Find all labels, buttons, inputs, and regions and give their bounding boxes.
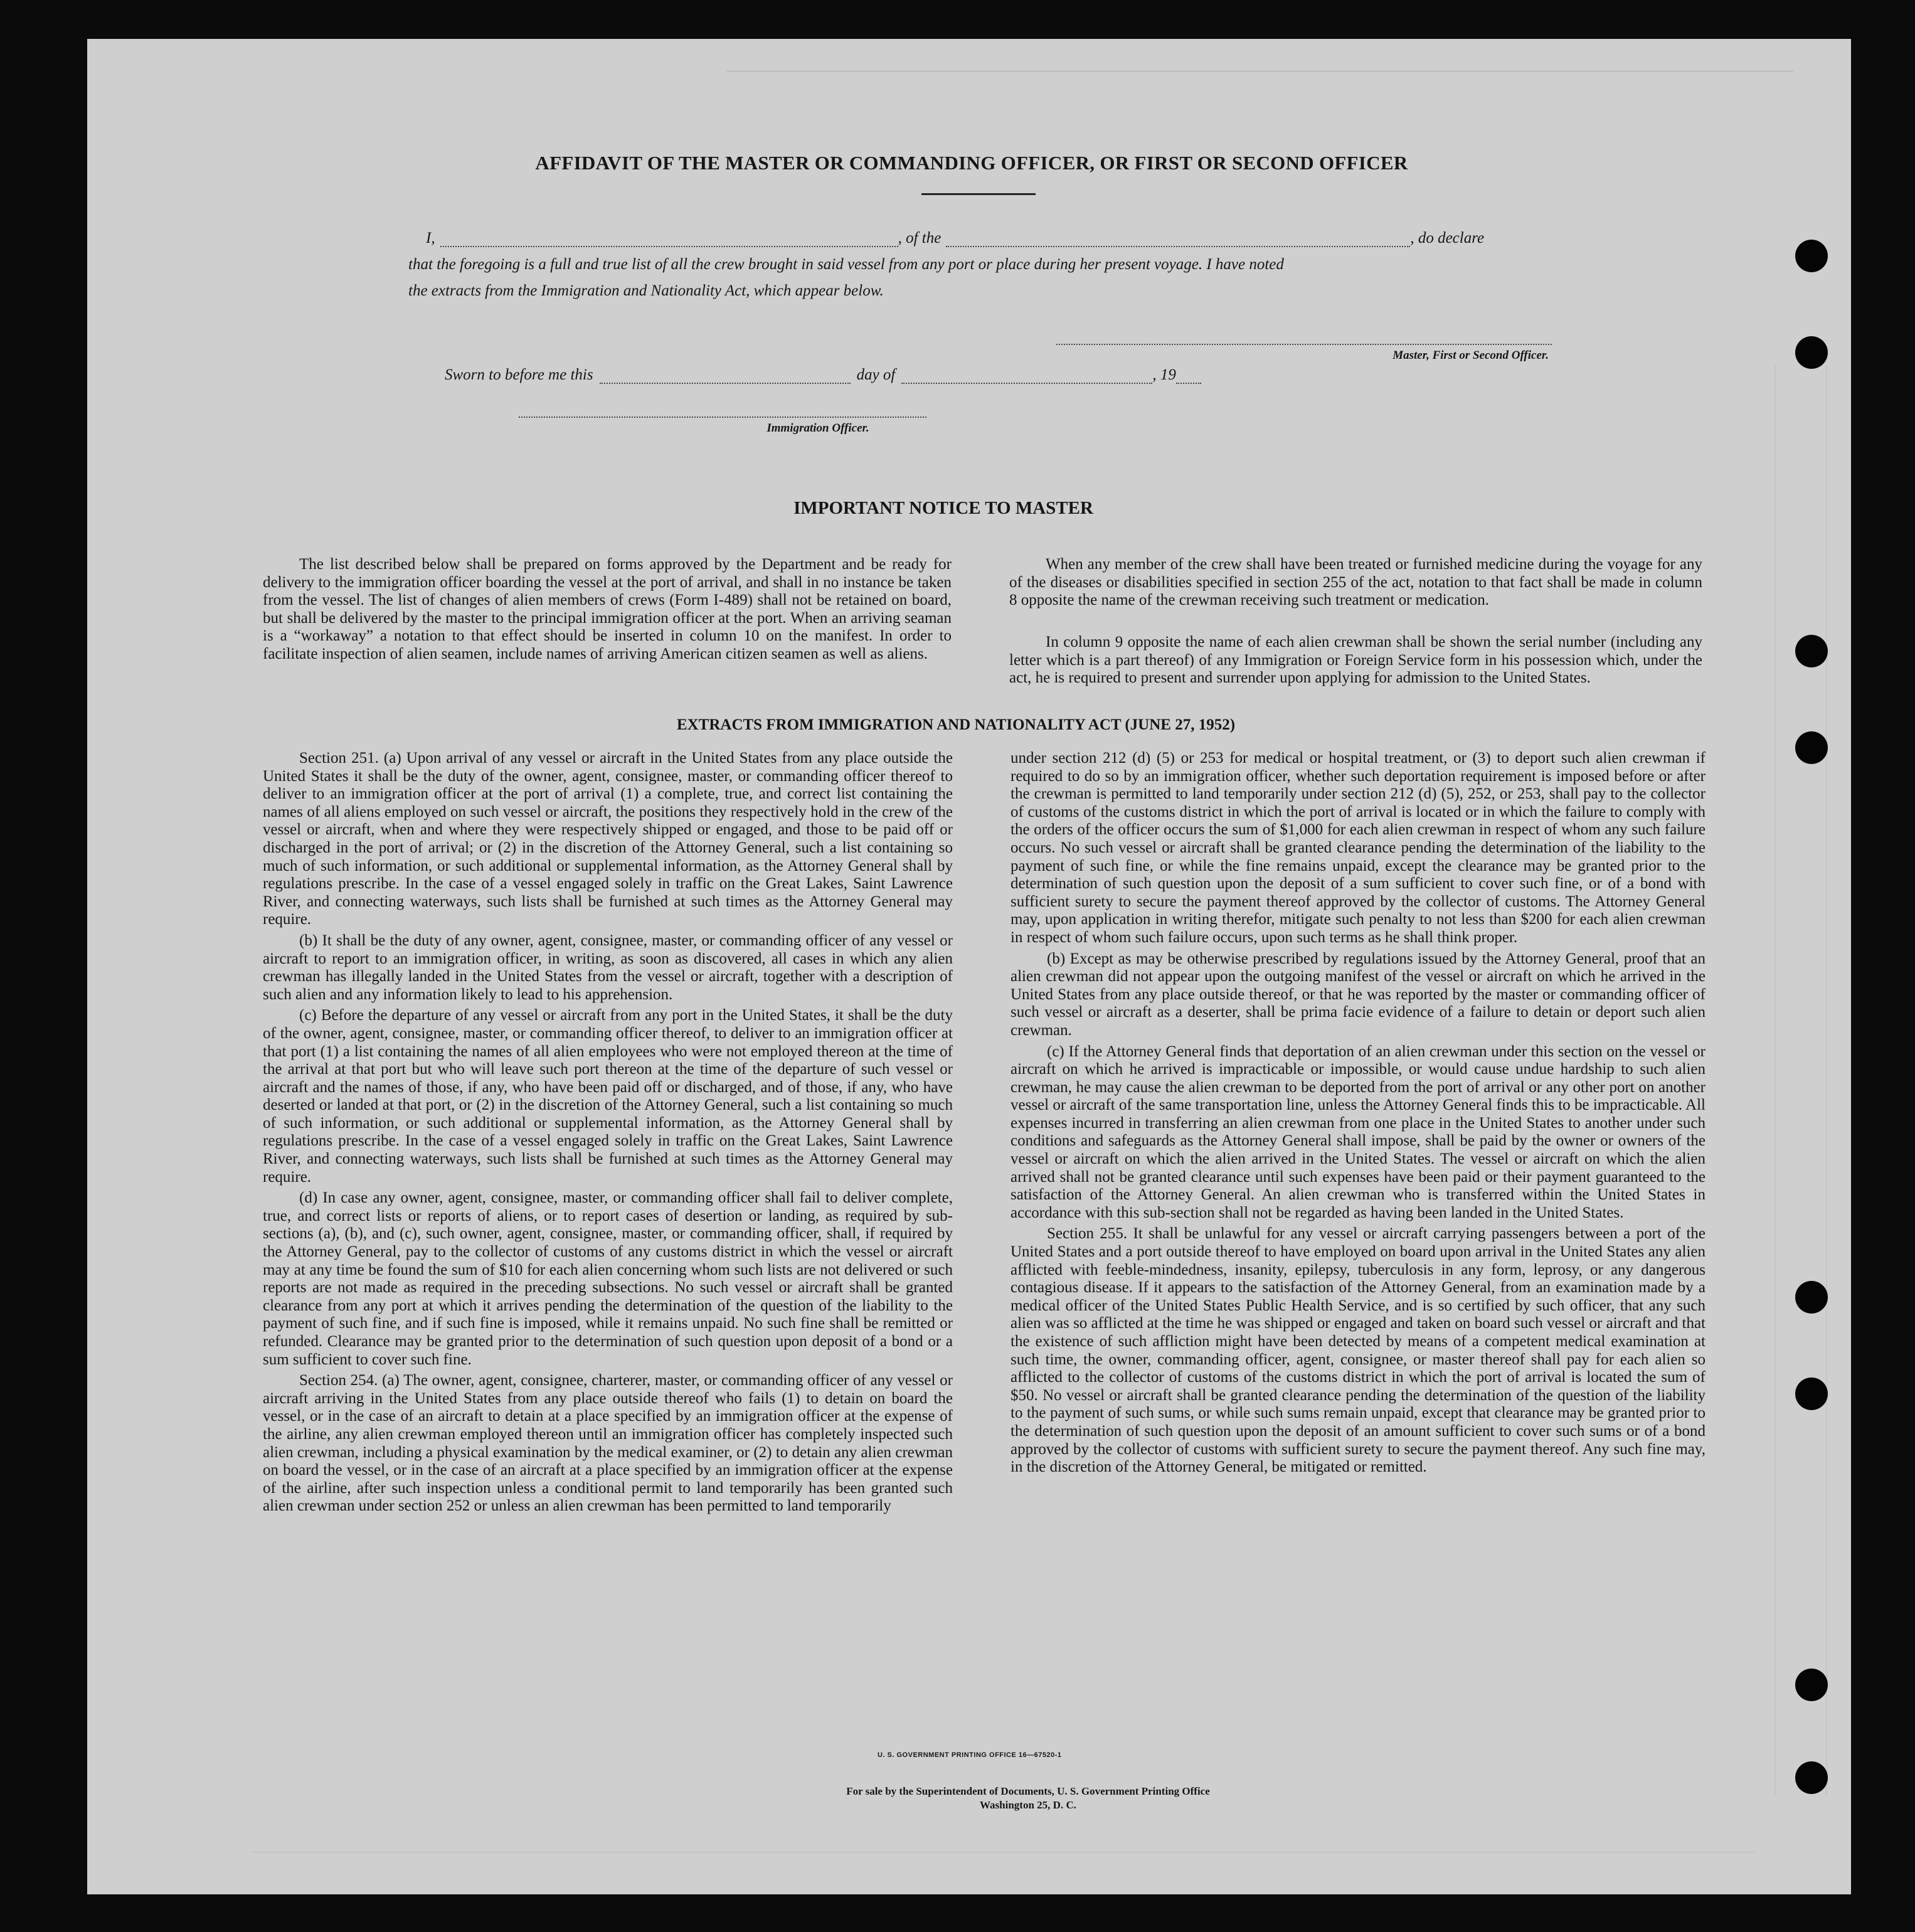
section-254-c: (c) If the Attorney General finds that deportation of an alien crewman under this section on the vessel or aircraft on which he arrived is impracticable or impossible, or would cause undue hardship to such alien crewman, he may cause the alien crewman to be deported from the port of arrival or any other port on another vessel or aircraft of the same transportation line, unless the Attorney General finds this to be impracticable. All expenses incurred in transferring an alien crewman from one place in the United States to another under such conditions and safeguards as the Attorney General shall impose, shall be paid by the owner or owners of the vessel or aircraft on which the alien arrived in the United States. The vessel or aircraft on which the alien arrived shall not be granted clearance until such expenses have been paid or their payment guaranteed to the satisfaction of the Attorney General. An alien crewman who is transferred within the United States in accordance with this sub-section shall not be regarded as having been landed in the United States. bbox=[1011, 1043, 1705, 1221]
punch-hole bbox=[1795, 1281, 1828, 1314]
section-251-b: (b) It shall be the duty of any owner, agent, consignee, master, or commanding officer of any vessel or aircraft to report to an immigration officer, in writing, as soon as discovered, all cases in which any alien crewman has illegally landed in the United States from the vessel or aircraft, together with a description of such alien and any information likely to lead to his apprehension. bbox=[263, 932, 953, 1003]
sworn-year-field[interactable] bbox=[1176, 383, 1201, 384]
form-page bbox=[87, 39, 1851, 1894]
extracts-left-column bbox=[263, 750, 953, 1515]
section-254-a: Section 254. (a) The owner, agent, consignee, charterer, master, or commanding officer of any vessel or aircraft arriving in the United States from any place outside thereof who fails (1) to detain on board the vessel, or in the case of an aircraft to detain at a place specified by an immigration officer at the expense of the airline, any alien crewman employed thereon until an immigration officer has completely inspected such alien crewman, including a physical examination by the medical examiner, or (2) to detain any alien crewman on board the vessel, or in the case of an aircraft at a place specified by an immigration officer at the expense of the airline, after such inspection unless a conditional permit to land temporarily has been granted such alien crewman under section 252 or unless an alien crewman has been permitted to land temporarily bbox=[263, 1372, 953, 1515]
day-of-label: day of bbox=[856, 366, 896, 383]
section-254-b: (b) Except as may be otherwise prescribed by regulations issued by the Attorney General, proof that an alien crewman did not appear upon the outgoing manifest of the vessel or aircraft on which he arrived in the United States from any place outside thereof, or that he was reported by the master or commanding officer of such vessel or aircraft as a deserter, shall be prima facie evidence of a failure to detain or deport such alien crewman. bbox=[1011, 950, 1705, 1039]
section-251-c: (c) Before the departure of any vessel or aircraft from any port in the United States, it shall be the duty of the owner, agent, consignee, master, or commanding officer thereof, to deliver to an immigration officer at that port (1) a list containing the names of all alien employees who were not employed thereon at the time of the arrival at that port but who will leave such port thereon at the time of the departure of such vessel or aircraft and the names of those, if any, who have been paid off or discharged, and of those, if any, who have deserted or landed at that port, or (2) in the discretion of the Attorney General, such a list containing so much of such information, or such additional or supplemental information, as the Attorney General shall by regulations prescribe. In the case of a vessel engaged solely in traffic on the Great Lakes, Saint Lawrence River, and connecting waterways, such lists shall be furnished at such times as the Attorney General may require. bbox=[263, 1007, 953, 1186]
master-signature-caption: Master, First or Second Officer. bbox=[1392, 349, 1549, 362]
declarant-name-field[interactable] bbox=[440, 246, 898, 247]
vessel-name-field[interactable] bbox=[946, 246, 1410, 247]
section-254-a-continued: under section 212 (d) (5) or 253 for medical or hospital treatment, or (3) to deport such alien crewman if required to do so by an immigration officer, whether such deportation requirement is imposed before or after the crewman is permitted to land temporarily under section 212 (d) (5), 252, or 253, shall pay to the collector of customs of the customs district in which the port of arrival is located or in which the failure to comply with the orders of the officer occurs the sum of $1,000 for each alien crewman in respect of whom any such failure occurs. No such vessel or aircraft shall be granted clearance pending the determination of the liability to the payment of such fine, or while the fine remains unpaid, except the clearance may be granted prior to the determination of such question upon the deposit of a sum sufficient to cover such fine, or of a bond with sufficient surety to secure the payment thereof approved by the collector of customs. The Attorney General may, upon application in writing therefor, mitigate such penalty to not less than $200 for each alien crewman in respect of whom such failure occurs, upon such terms as he shall think proper. bbox=[1011, 750, 1705, 946]
sale-notice-line-1: For sale by the Superintendent of Documents, U. S. Government Printing Office bbox=[846, 1785, 1210, 1797]
immigration-officer-caption: Immigration Officer. bbox=[767, 422, 869, 435]
bleed-through-column bbox=[1774, 365, 1827, 1795]
of-the-label: , of the bbox=[898, 230, 942, 247]
punch-hole bbox=[1795, 1669, 1828, 1701]
punch-hole bbox=[1795, 1761, 1828, 1794]
extracts-right-column bbox=[1011, 750, 1705, 1477]
declaration-line-1: that the foregoing is a full and true list of all the crew brought in said vessel from any port or place during her present voyage. I have noted bbox=[408, 256, 1284, 273]
bleed-through-header bbox=[727, 70, 1793, 97]
punch-hole bbox=[1795, 336, 1828, 369]
sworn-line bbox=[445, 366, 1386, 384]
bleed-through-bottom bbox=[250, 1833, 1756, 1853]
declaration-line-2: the extracts from the Immigration and Nationality Act, which appear below. bbox=[408, 282, 884, 299]
do-declare-label: , do declare bbox=[1410, 230, 1485, 247]
notice-right-paragraph-1: When any member of the crew shall have been treated or furnished medicine during the voyage for any of the diseases or disabilities specified in section 255 of the act, notation to that fact shall be made in column 8 opposite the name of the crewman receiving such treatment or medication. bbox=[1009, 556, 1702, 609]
punch-hole bbox=[1795, 635, 1828, 667]
master-signature-field[interactable] bbox=[1056, 344, 1552, 345]
extracts-title: EXTRACTS FROM IMMIGRATION AND NATIONALITY ACT (JUNE 27, 1952) bbox=[676, 716, 1236, 733]
immigration-officer-signature-field[interactable] bbox=[519, 417, 926, 418]
notice-title: IMPORTANT NOTICE TO MASTER bbox=[793, 498, 1093, 518]
affidavit-title: AFFIDAVIT OF THE MASTER OR COMMANDING OFFICER, OR FIRST OR SECOND OFFICER bbox=[535, 152, 1408, 174]
sworn-day-field[interactable] bbox=[600, 383, 851, 384]
sale-notice-line-2: Washington 25, D. C. bbox=[980, 1799, 1076, 1811]
sworn-label: Sworn to before me this bbox=[445, 366, 593, 383]
section-251-a: Section 251. (a) Upon arrival of any vessel or aircraft in the United States from any place outside the United States it shall be the duty of the owner, agent, consignee, master, or commanding officer thereof to deliver to an immigration officer at the port of arrival (1) a complete, true, and correct list containing the names of all aliens employed on such vessel or aircraft, the positions they respectively hold in the crew of the vessel or aircraft, when and where they were respectively shipped or engaged, and those to be paid off or discharged in the port of arrival; or (2) in the discretion of the Attorney General, such a list containing so much of such information, or such additional or supplemental information, as the Attorney General shall by regulations prescribe. In the case of a vessel engaged solely in traffic on the Great Lakes, Saint Lawrence River, and connecting waterways, such lists shall be furnished at such times as the Attorney General may require. bbox=[263, 750, 953, 928]
section-251-d: (d) In case any owner, agent, consignee, master, or commanding officer shall fail to deliver complete, true, and correct lists or reports of aliens, or to report cases of desertion or landing, as required by sub-sections (a), (b), and (c), such owner, agent, consignee, master, or commanding officer, shall, if required by the Attorney General, pay to the collector of customs of any customs district in which the vessel or aircraft may at any time be found the sum of $10 for each alien concerning whom such lists are not delivered or such reports are not made as required in the preceding subsections. No such vessel or aircraft shall be granted clearance from any port at which it arrives pending the determination of the question of the liability to the payment of such fine, and if such fine is imposed, while it remains unpaid. No such fine shall be remitted or refunded. Clearance may be granted prior to the determination of such question upon deposit of a bond or a sum sufficient to cover such fine. bbox=[263, 1189, 953, 1368]
notice-left-paragraph: The list described below shall be prepared on forms approved by the Department and be ready for delivery to the immigration officer boarding the vessel at the port of arrival, and shall in no instance be taken from the vessel. The list of changes of alien members of crews (Form I-489) shall not be retained on board, but shall be delivered by the master to the principal immigration officer at the port. When an arriving seaman is a “workaway” a notation to that effect should be inserted in column 10 on the manifest. In order to facilitate inspection of alien seamen, include names of arriving American citizen seamen as well as aliens. bbox=[263, 556, 952, 662]
declare-line bbox=[426, 230, 1643, 247]
section-255: Section 255. It shall be unlawful for any vessel or aircraft carrying passengers between a port of the United States and a port outside thereof to have employed on board upon arrival in the United States any alien afflicted with feeble-mindedness, insanity, epilepsy, tuberculosis in any form, leprosy, or any dangerous contagious disease. If it appears to the satisfaction of the Attorney General, from an examination made by a medical officer of the United States Public Health Service, and is so certified by such officer, that any such alien was so afflicted at the time he was shipped or engaged and taken on board such vessel or aircraft and that the existence of such affliction might have been detected by means of a competent medical examination at such time, the owner, commanding officer, agent, consignee, or master thereof shall pay for each alien so afflicted to the collector of customs of the customs district in which the port of arrival is located the sum of $50. No vessel or aircraft shall be granted clearance pending the determination of the question of the liability to the payment of such sums, or while such sums remain unpaid, except that clearance may be granted prior to the determination of such question upon the deposit of an amount sufficient to cover such sums or of a bond approved by the collector of customs with sufficient surety to secure the payment thereof. Any such fine may, in the discretion of the Attorney General, be mitigated or remitted. bbox=[1011, 1225, 1705, 1476]
year-label: , 19 bbox=[1152, 366, 1176, 383]
sworn-month-field[interactable] bbox=[901, 383, 1152, 384]
punch-hole bbox=[1795, 731, 1828, 764]
punch-hole bbox=[1795, 1377, 1828, 1410]
title-rule bbox=[921, 193, 1036, 195]
punch-hole bbox=[1795, 240, 1828, 272]
printing-office-imprint: U. S. GOVERNMENT PRINTING OFFICE 16—67520-1 bbox=[878, 1751, 1062, 1759]
i-label: I, bbox=[426, 230, 435, 247]
notice-right-paragraph-2: In column 9 opposite the name of each alien crewman shall be shown the serial number (including any letter which is a part thereof) of any Immigration or Foreign Service form in his possession which, under the act, he is required to present and surrender upon applying for admission to the United States. bbox=[1009, 634, 1702, 687]
